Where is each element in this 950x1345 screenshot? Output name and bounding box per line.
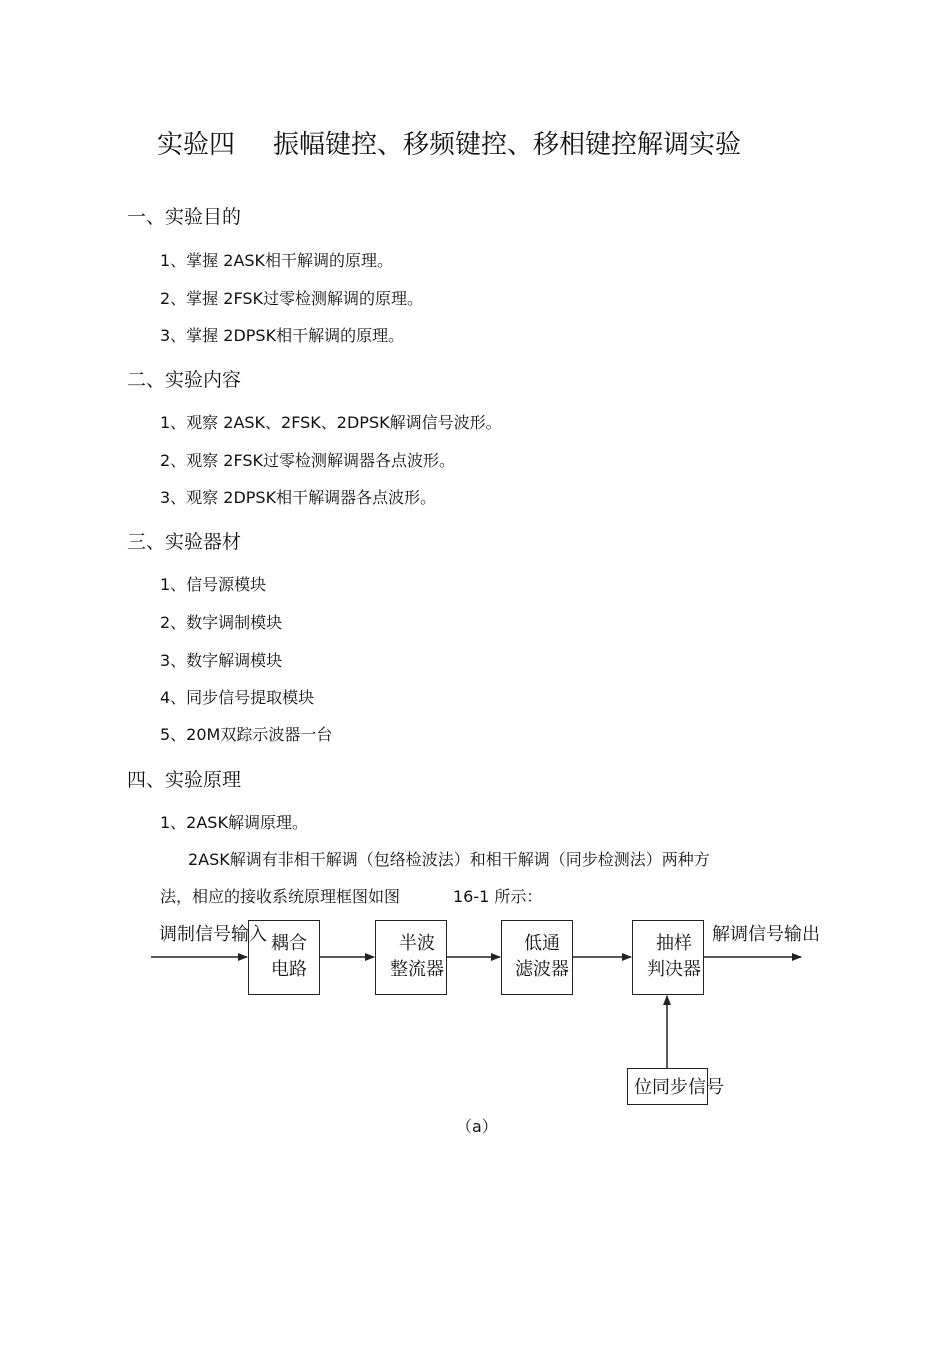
list-item: 2、数字调制模块 [160,613,283,632]
page-title-number: 实验四 [157,130,236,160]
section-heading-principle: 四、实验原理 [127,769,242,791]
list-item: 3、数字解调模块 [160,651,283,670]
bit-sync-label: 位同步信号 [634,1077,724,1098]
list-item: 1、信号源模块 [160,575,267,594]
list-item: 2、观察 2FSK过零检测解调器各点波形。 [160,451,456,470]
section-heading-equipment: 三、实验器材 [127,531,242,553]
page-title: 振幅键控、移频键控、移相键控解调实验 [273,130,742,160]
list-item: 3、观察 2DPSK相干解调器各点波形。 [160,488,437,507]
figure-reference: 16-1 所示： [453,887,543,906]
output-label: 解调信号输出 [712,924,820,945]
list-item: 3、掌握 2DPSK相干解调的原理。 [160,326,405,345]
block-label: 抽样 判决器 [647,933,701,980]
block-label: 耦合 电路 [271,933,307,980]
list-item: 1、掌握 2ASK相干解调的原理。 [160,251,394,270]
list-item: 5、20M双踪示波器一台 [160,725,333,744]
section-heading-purpose: 一、实验目的 [127,206,242,228]
input-label: 调制信号输入 [159,924,267,945]
list-item: 2、掌握 2FSK过零检测解调的原理。 [160,289,424,308]
block-label: 半波 整流器 [390,933,444,980]
section-heading-content: 二、实验内容 [127,369,242,391]
paragraph-line: 2ASK解调有非相干解调（包络检波法）和相干解调（同步检测法）两种方 [188,850,710,869]
list-item: 1、2ASK解调原理。 [160,813,308,832]
figure-caption: （a） [456,1117,498,1136]
list-item: 1、观察 2ASK、2FSK、2DPSK解调信号波形。 [160,413,502,432]
list-item: 4、同步信号提取模块 [160,688,315,707]
block-label: 低通 滤波器 [515,933,569,980]
paragraph-line: 法，相应的接收系统原理框图如图 [160,887,401,906]
